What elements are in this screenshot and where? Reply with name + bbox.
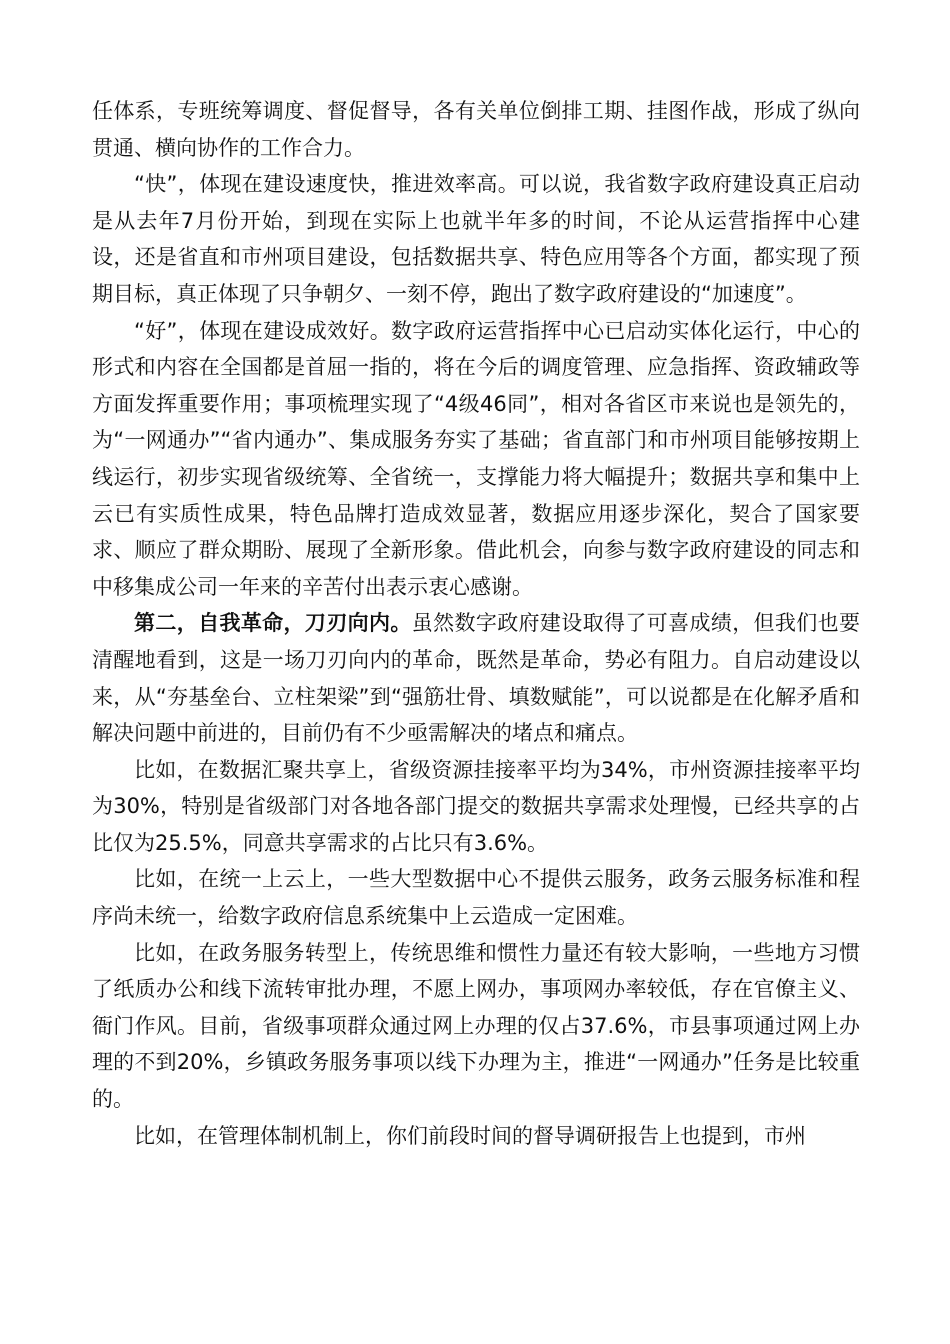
paragraph-1 [92, 93, 860, 166]
paragraph-text: “快”，体现在建设速度快，推进效率高。可以说，我省数字政府建设真正启动是从去年7月份开始，到现在实际上也就半年多的时间，不论从运营指挥中心建设，还是省直和市州项目建设，包括数据共享、特色应用等各个方面，都实现了预期目标，真正体现了只争朝夕、一刻不停，跑出了数字政府建设的“加速度”。 [92, 172, 860, 306]
paragraph-2 [92, 166, 860, 312]
paragraph-text: 比如，在数据汇聚共享上，省级资源挂接率平均为34%，市州资源挂接率平均为30%，特别是省级部门对各地各部门提交的数据共享需求处理慢，已经共享的占比仅为25.5%，同意共享需求的占比只有3.6%。 [92, 757, 860, 855]
paragraph-heading-bold: 第二，自我革命，刀刃向内。 [134, 611, 412, 636]
paragraph-6 [92, 861, 860, 934]
paragraph-7 [92, 935, 860, 1118]
paragraph-text: 任体系，专班统筹调度、督促督导，各有关单位倒排工期、挂图作战，形成了纵向贯通、横向协作的工作合力。 [92, 99, 860, 160]
paragraph-text: 虽然数字政府建设取得了可喜成绩，但我们也要清醒地看到，这是一场刀刃向内的革命，既然是革命，势必有阻力。自启动建设以来，从“夯基垒台、立柱架梁”到“强筋壮骨、填数赋能”，可以说都是在化解矛盾和解决问题中前进的，目前仍有不少亟需解决的堵点和痛点。 [92, 611, 861, 746]
document-body [92, 93, 860, 1154]
paragraph-3 [92, 313, 860, 606]
paragraph-text: 比如，在统一上云上，一些大型数据中心不提供云服务，政务云服务标准和程序尚未统一，给数字政府信息系统集中上云造成一定困难。 [92, 867, 860, 929]
paragraph-text: 比如，在管理体制机制上，你们前段时间的督导调研报告上也提到，市州 [134, 1123, 806, 1148]
paragraph-5 [92, 752, 860, 862]
paragraph-text: “好”，体现在建设成效好。数字政府运营指挥中心已启动实体化运行，中心的形式和内容在全国都是首屈一指的，将在今后的调度管理、应急指挥、资政辅政等方面发挥重要作用；事项梳理实现了“4级46同”，相对各省区市来说也是领先的，为“一网通办”“省内通办”、集成服务夯实了基础；省直部门和市州项目能够按期上线运行，初步实现省级统筹、全省统一，支撑能力将大幅提升；数据共享和集中上云已有实质性成果，特色品牌打造成效显著，数据应用逐步深化，契合了国家要求、顺应了群众期盼、展现了全新形象。借此机会，向参与数字政府建设的同志和中移集成公司一年来的辛苦付出表示衷心感谢。 [92, 318, 860, 599]
paragraph-4 [92, 605, 860, 751]
paragraph-8 [92, 1118, 860, 1155]
paragraph-text: 比如，在政务服务转型上，传统思维和惯性力量还有较大影响，一些地方习惯了纸质办公和线下流转审批办理，不愿上网办，事项网办率较低，存在官僚主义、衙门作风。目前，省级事项群众通过网上办理的仅占37.6%，市县事项通过网上办理的不到20%，乡镇政务服务事项以线下办理为主，推进“一网通办”任务是比较重的。 [92, 940, 860, 1112]
